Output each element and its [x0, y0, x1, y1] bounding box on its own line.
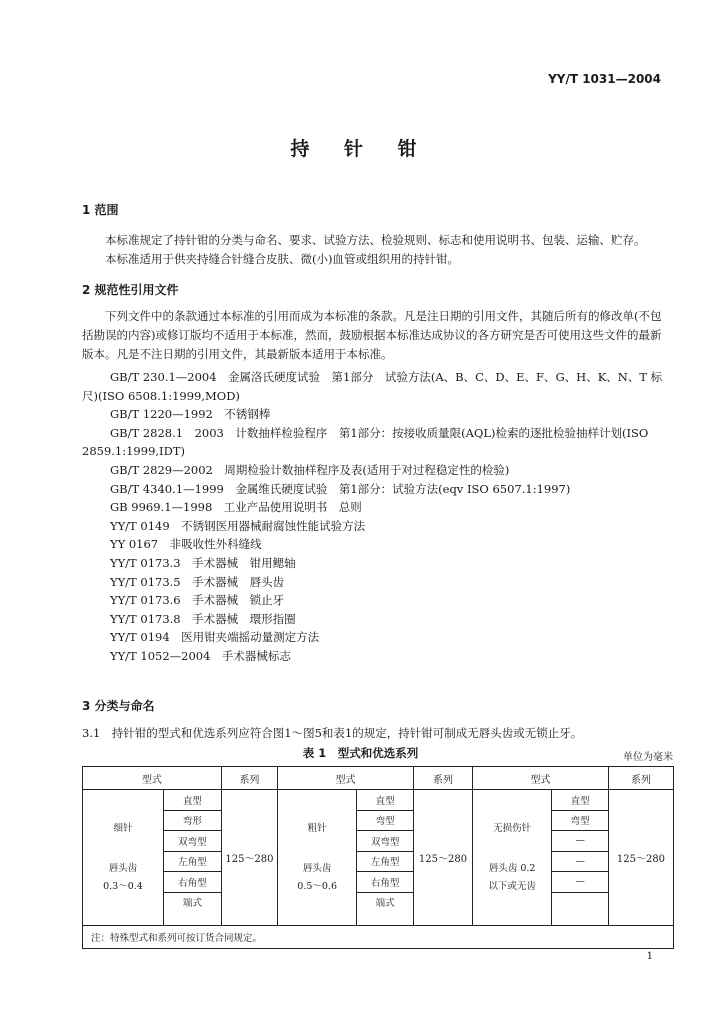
- group-spec: 0.3～0.4: [103, 880, 143, 892]
- type-option: —: [552, 851, 608, 872]
- section-2-heading: 2 规范性引用文件: [82, 283, 179, 297]
- type-option: —: [552, 872, 608, 893]
- type-option: 直型: [164, 790, 221, 810]
- reference-item: YY/T 0149 不锈钢医用器械耐腐蚀性能试验方法: [110, 518, 366, 533]
- group-spec: 以下或无齿: [488, 880, 536, 892]
- reference-item: GB/T 2828.1 2003 计数抽样检验程序 第1部分：按接收质量限(AQL)检索的逐批检验抽样计划(ISO 2859.1:1999,IDT): [82, 425, 649, 459]
- table-header-type: 型式: [473, 767, 609, 790]
- reference-item: GB/T 230.1—2004 金属洛氏硬度试验 第1部分 试验方法(A、B、C、D、E、F、G、H、K、N、T 标尺)(ISO 6508.1:1999,MOD): [82, 370, 663, 403]
- type-cell-coarse-needle: [278, 790, 414, 926]
- reference-item: GB 9969.1—1998 工业产品使用说明书 总则: [110, 500, 362, 515]
- type-option: 弯型: [357, 810, 413, 831]
- reference-item: GB/T 2829—2002 周期检验计数抽样程序及表(适用于对过程稳定性的检验): [110, 462, 510, 477]
- reference-item: YY/T 0194 医用钳夹端摇动量测定方法: [110, 630, 320, 645]
- type-option: 弯型: [552, 810, 608, 831]
- group-name: 粗针: [307, 822, 327, 834]
- type-option: 直型: [357, 790, 413, 810]
- document-title: 持 针 钳: [290, 138, 431, 160]
- reference-item: YY/T 1052—2004 手术器械标志: [110, 648, 291, 663]
- series-cell: 125～280: [221, 790, 277, 926]
- section-2-intro: 下列文件中的条款通过本标准的引用而成为本标准的条款。凡是注日期的引用文件，其随后所有的修改单(不包括勘误的内容)或修订版均不适用于本标准，然而，鼓励根据本标准达成协议的各方研究是否可使用这些文件的最新版本。凡是不注日期的引用文件，其最新版本适用于本标准。: [82, 309, 662, 361]
- table-note: 注：特殊型式和系列可按订货合同规定。: [83, 926, 674, 949]
- table-header-row: [83, 767, 674, 790]
- table-note-row: [83, 926, 674, 949]
- table-1: [82, 766, 674, 949]
- type-option: —: [552, 831, 608, 852]
- type-option: 端式: [182, 898, 202, 910]
- table-header-type: 型式: [278, 767, 414, 790]
- type-option: 双弯型: [357, 831, 413, 852]
- group-spec: 唇头齿: [302, 862, 332, 874]
- reference-item: YY/T 0173.6 手术器械 锁止牙: [110, 593, 285, 608]
- series-cell: 125～280: [413, 790, 472, 926]
- table-1-unit: 单位为毫米: [623, 752, 673, 763]
- normative-reference-list: [82, 368, 672, 666]
- type-option: 直型: [552, 790, 608, 810]
- section-1-heading: 1 范围: [82, 203, 119, 217]
- type-option: [552, 892, 608, 912]
- series-cell: 125～280: [608, 790, 673, 926]
- table-1-caption: 表 1 型式和优选系列: [302, 746, 419, 760]
- page-number: 1: [646, 951, 653, 962]
- table-header-type: 型式: [83, 767, 222, 790]
- group-name: 细针: [113, 822, 133, 834]
- section-3-1-paragraph: 3.1 持针钳的型式和优选系列应符合图1～图5和表1的规定，持针钳可制成无唇头齿或无锁止牙。: [82, 726, 583, 740]
- type-option: 右角型: [164, 872, 221, 893]
- group-name: 无损伤针: [493, 822, 532, 834]
- type-cell-fine-needle: [83, 790, 222, 926]
- reference-item: YY/T 0173.5 手术器械 唇头齿: [110, 574, 285, 589]
- table-header-series: 系列: [413, 767, 472, 790]
- reference-item: GB/T 4340.1—1999 金属维氏硬度试验 第1部分：试验方法(eqv ISO 6507.1:1997): [110, 481, 571, 496]
- type-option: 左角型: [357, 851, 413, 872]
- section-1-paragraph-1: 本标准规定了持针钳的分类与命名、要求、试验方法、检验规则、标志和使用说明书、包装、运输、贮存。: [105, 233, 646, 247]
- group-spec: 0.5～0.6: [297, 880, 337, 892]
- type-option: 端式: [375, 898, 395, 910]
- type-option: 弯形: [164, 810, 221, 831]
- section-3-heading: 3 分类与命名: [82, 699, 155, 713]
- section-1-paragraph-2: 本标准适用于供夹持缝合针缝合皮肤、微(小)血管或组织用的持针钳。: [105, 252, 459, 266]
- table-header-series: 系列: [221, 767, 277, 790]
- standard-number: YY/T 1031—2004: [548, 72, 661, 86]
- type-option: 左角型: [164, 851, 221, 872]
- table-body-row: [83, 790, 674, 926]
- reference-item: YY 0167 非吸收性外科缝线: [110, 537, 262, 552]
- group-spec: 唇头齿 0.2: [488, 862, 536, 874]
- type-cell-atraumatic-needle: [473, 790, 609, 926]
- reference-item: YY/T 0173.3 手术器械 钳用鳃轴: [110, 555, 296, 570]
- type-option: 双弯型: [164, 831, 221, 852]
- table-header-series: 系列: [608, 767, 673, 790]
- type-option: 右角型: [357, 872, 413, 893]
- group-spec: 唇头齿: [108, 862, 138, 874]
- reference-item: YY/T 0173.8 手术器械 環形指圈: [110, 611, 296, 626]
- reference-item: GB/T 1220—1992 不锈钢棒: [110, 407, 271, 422]
